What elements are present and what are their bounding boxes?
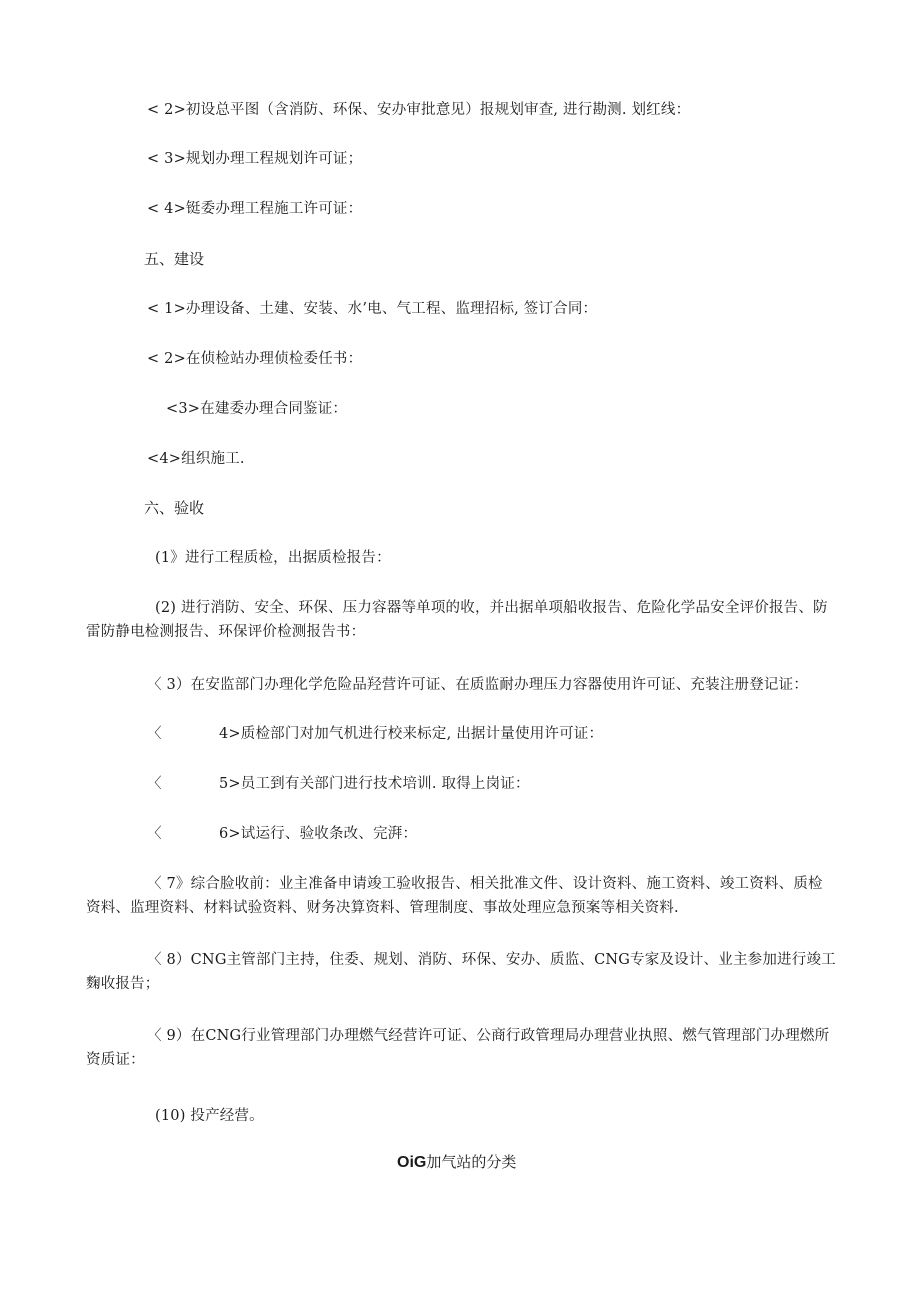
section-heading: 五、建设 <box>144 250 205 268</box>
step-item: <4>组织施工. <box>147 451 245 467</box>
step-item: < 2>初设总平图（含消防、环保、安办审批意见）报规划审查, 进行勘测. 划红线： <box>147 102 691 118</box>
step-item: 5>员工到有关部门进行技术培训. 取得上岗证： <box>219 776 530 792</box>
step-item: (10) 投产经营。 <box>155 1108 264 1124</box>
step-item: < 1>办理设备、土建、安装、水’电、气工程、监理招标, 签订合同： <box>147 301 598 317</box>
step-item: 〈 8）CNG主管部门主持，住委、规划、消防、环保、安办、质监、CNG专家及设计、业主参加进行竣工麴收报告； <box>86 952 836 992</box>
step-item: 〈 3）在安监部门办理化学危险品羟营许可证、在质监耐办理压力容器使用许可证、充装注册登记证： <box>147 677 809 693</box>
step-marker: 〈 <box>147 826 162 842</box>
step-marker: 〈 <box>147 776 162 792</box>
section-title-text: 加气站的分类 <box>426 1153 517 1171</box>
step-item: (2) 进行消防、安全、环保、压力容器等单项的收，并出据单项船收报告、危险化学品安全评价报告、防雷防静电检测报告、环保评价检测报告书： <box>86 600 828 640</box>
section-title-latin: OiG <box>397 1154 427 1171</box>
section-heading: 六、验收 <box>144 499 205 517</box>
step-item: < 3>规划办理工程规划许可证； <box>147 151 363 167</box>
section-title <box>397 1150 516 1175</box>
step-item: <3>在建委办理合同鉴证： <box>166 401 348 417</box>
step-item: (1》进行工程质检，出据质检报告： <box>155 550 391 566</box>
step-item: 4>质检部门对加气机进行校来标定, 出据计量使用许可证： <box>219 726 604 742</box>
step-item: 〈 7》综合脸收前：业主准备申请竣工验收报告、相关批准文件、设计资料、施工资料、竣工资料、质检资料、监理资料、材料试验资料、财务决算资料、管理制度、事故处理应急预案等相关资料. <box>86 876 823 916</box>
step-item: 〈 9）在CNG行业管理部门办理燃气经营许可证、公商行政管理局办理营业执照、燃气管理部门办理燃所资质证： <box>86 1028 830 1068</box>
step-item: < 2>在侦检站办理侦检委任书： <box>147 351 363 367</box>
step-item: 6>试运行、验收条改、完湃： <box>219 826 418 842</box>
step-marker: 〈 <box>147 726 162 742</box>
step-item: < 4>铤委办理工程施工许可证： <box>147 201 363 217</box>
